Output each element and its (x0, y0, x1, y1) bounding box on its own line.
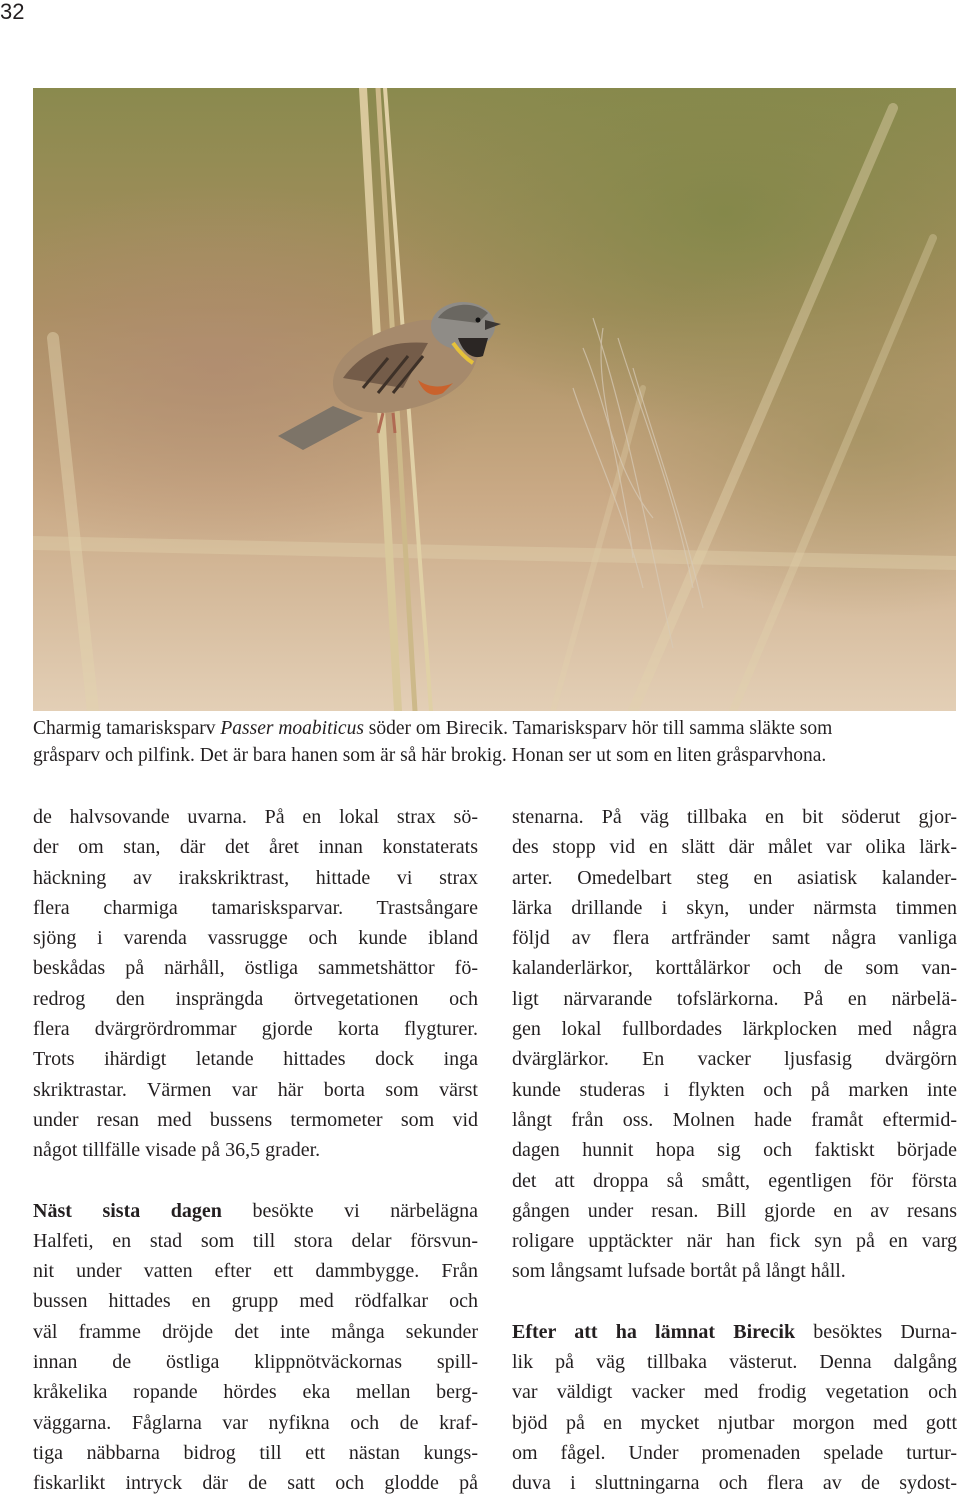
text-line: gen lokal fullbordades lärkplocken med några (512, 1018, 957, 1041)
text-line: häckning av irakskriktrast, hittade vi strax (33, 866, 478, 889)
text-line: gången under resan. Bill gjorde en av resans (512, 1199, 957, 1222)
photo-caption (33, 715, 958, 769)
text-line: om fågel. Under promenaden spelade turtur- (512, 1441, 957, 1464)
left-column (33, 802, 478, 1499)
text-line: ligt närvarande tofslärkorna. På en närbelä- (512, 987, 957, 1010)
text-line: långt från oss. Molnen hade framåt eftermid- (512, 1108, 957, 1131)
right-column (512, 802, 957, 1499)
text-line: sjöng i varenda vassrugge och kunde ibland (33, 927, 478, 950)
left-paragraph-2 (33, 1196, 478, 1499)
text-line (33, 1196, 478, 1226)
text-line: något tillfälle visade på 36,5 grader. (33, 1139, 321, 1162)
text-line: Trots ihärdigt letande hittades dock inga (33, 1048, 478, 1071)
text-line: det att droppa så smått, egentligen för första (512, 1169, 957, 1192)
text-line: de halvsovande uvarna. På en lokal strax sö- (33, 806, 478, 828)
text-line: stenarna. På väg tillbaka en bit söderut gjor- (512, 806, 957, 828)
text-line: duva i sluttningarna och flera av de sydost- (512, 1472, 957, 1495)
text-line: flera dvärgrördrommar gjorde korta flygturer. (33, 1018, 478, 1041)
text-line: var väldigt vacker med frodig vegetation och (512, 1381, 957, 1404)
text-line: der om stan, där det året innan konstaterats (33, 836, 478, 859)
text-line: innan de östliga klippnötväckornas spill- (33, 1351, 478, 1374)
text-line: redrog den insprängda örtvegetationen och (33, 987, 478, 1010)
caption-text: söder om Birecik. Tamarisksparv hör till samma släkte som (363, 718, 833, 739)
text-line: lik på väg tillbaka västerut. Denna dalgång (512, 1351, 957, 1374)
text-line: roligare upptäckter när han fick syn på en varg (512, 1230, 957, 1253)
text-line: Halfeti, en stad som till stora delar försvun- (33, 1229, 478, 1252)
text-fragment: besöktes Durna- (795, 1320, 957, 1343)
paragraph-lead: Efter att ha lämnat Birecik (512, 1320, 796, 1343)
text-line: beskådas på närhåll, östliga sammetshättor fö- (33, 957, 478, 980)
text-line: dagen hunnit hopa sig och faktiskt började (512, 1139, 957, 1162)
caption-scientific-name: Passer moabiticus (220, 718, 364, 739)
text-line: dvärglärkor. En vacker ljusfasig dvärgörn (512, 1048, 957, 1071)
text-line (512, 1317, 957, 1347)
text-line: under resan med bussens termometer som vid (33, 1108, 478, 1131)
right-paragraph-1 (512, 802, 957, 1287)
text-line: kalanderlärkor, korttålärkor och de som van- (512, 957, 957, 980)
text-line: lärka drillande i skyn, under närmsta timmen (512, 896, 957, 919)
text-line: bjöd på en mycket njutbar morgon med gott (512, 1411, 957, 1434)
text-line: kråkelika ropande hördes eka mellan berg- (33, 1381, 478, 1404)
paragraph-lead: Näst sista dagen (33, 1199, 222, 1222)
page-number: 32 (0, 0, 25, 24)
text-line: flera charmiga tamarisksparvar. Trastsångare (33, 896, 478, 919)
text-line: följd av flera artfränder samt några vanliga (512, 927, 957, 950)
text-line: nit under vatten efter ett dammbygge. Från (33, 1260, 478, 1283)
text-line: fiskarlikt intryck där de satt och glodde på (33, 1472, 478, 1495)
text-line: väl framme dröjde det inte många sekunder (33, 1320, 478, 1343)
caption-line-1 (33, 715, 958, 742)
text-fragment: besökte vi närbelägna (221, 1199, 479, 1222)
text-line: väggarna. Fåglarna var nyfikna och de kraf- (33, 1411, 478, 1434)
text-line: tiga näbbarna bidrog till ett nästan kungs- (33, 1441, 478, 1464)
caption-line-2: gråsparv och pilfink. Det är bara hanen som är så här brokig. Honan ser ut som en liten gråsparvhona. (33, 745, 827, 766)
text-line: skriktrastar. Värmen var här borta som värst (33, 1078, 478, 1101)
text-line: des stopp vid en slätt där målet var olika lärk- (512, 836, 957, 859)
bird-photo (33, 88, 956, 711)
text-line: bussen hittades en grupp med rödfalkar och (33, 1290, 478, 1313)
text-line: som långsamt lufsade bortåt på långt håll. (512, 1260, 846, 1283)
left-paragraph-1 (33, 802, 478, 1166)
text-line: arter. Omedelbart steg en asiatisk kalander- (512, 866, 957, 889)
right-paragraph-2 (512, 1317, 957, 1499)
tamarisk-sparrow-image (33, 88, 956, 711)
caption-text: Charmig tamarisksparv (33, 718, 221, 739)
text-line: kunde studeras i flykten och på marken inte (512, 1078, 957, 1101)
